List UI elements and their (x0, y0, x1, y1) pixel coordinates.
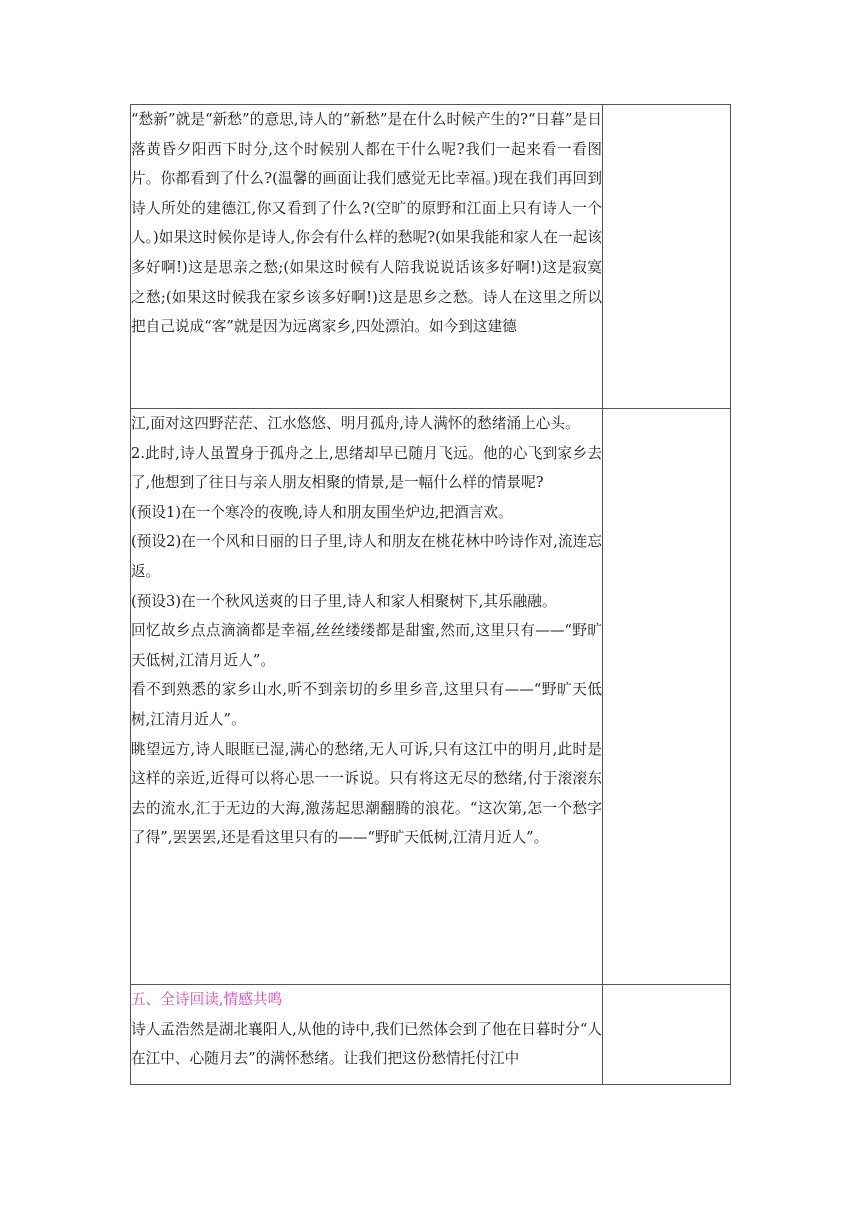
section-title: 五、全诗回读,情感共鸣 (131, 991, 283, 1008)
notes-cell (603, 409, 731, 985)
paragraph: 诗人孟浩然是湖北襄阳人,从他的诗中,我们已然体会到了他在日暮时分“人在江中、心随月去”的满怀愁绪。让我们把这份愁情托付江中 (131, 1020, 602, 1068)
table-row (131, 105, 731, 409)
paragraph: “愁新”就是“新愁”的意思,诗人的“新愁”是在什么时候产生的?“日暮”是日落黄昏夕阳西下时分,这个时候别人都在干什么呢?我们一起来看一看图片。你都看到了什么?(温馨的画面让我们感觉无比幸福。)现在我们再回到诗人所处的建德江,你又看到了什么?(空旷的原野和江面上只有诗人一个人。)如果这时候你是诗人,你会有什么样的愁呢?(如果我能和家人在一起该多好啊!)这是思亲之愁;(如果这时候有人陪我说说话该多好啊!)这是寂寞之愁;(如果这时候我在家乡该多好啊!)这是思乡之愁。诗人在这里之所以把自己说成“客”就是因为远离家乡,四处漂泊。如今到这建德 (131, 111, 602, 336)
content-cell (131, 985, 603, 1085)
paragraph: (预设3)在一个秋风送爽的日子里,诗人和家人相聚树下,其乐融融。 (131, 592, 557, 610)
lesson-plan-table (130, 104, 731, 1085)
table-row (131, 985, 731, 1085)
notes-cell (603, 985, 731, 1085)
paragraph: 回忆故乡点点滴滴都是幸福,丝丝缕缕都是甜蜜,然而,这里只有——“野旷天低树,江清月近人”。 (131, 622, 602, 669)
notes-cell (603, 105, 731, 409)
paragraph: 江,面对这四野茫茫、江水悠悠、明月孤舟,诗人满怀的愁绪涌上心头。 (131, 415, 580, 432)
paragraph: 眺望远方,诗人眼眶已湿,满心的愁绪,无人可诉,只有这江中的明月,此时是这样的亲近,近得可以将心思一一诉说。只有将这无尽的愁绪,付于滚滚东去的流水,汇于无边的大海,激荡起思潮翻腾的浪花。“这次第,怎一个愁字了得”,罢罢罢,还是看这里只有的——“野旷天低树,江清月近人”。 (131, 740, 602, 847)
content-cell (131, 409, 603, 985)
paragraph: (预设2)在一个风和日丽的日子里,诗人和朋友在桃花林中吟诗作对,流连忘返。 (131, 533, 602, 580)
paragraph: 看不到熟悉的家乡山水,听不到亲切的乡里乡音,这里只有——“野旷天低树,江清月近人”。 (131, 681, 602, 728)
paragraph: (预设1)在一个寒冷的夜晚,诗人和朋友围坐炉边,把酒言欢。 (131, 503, 513, 521)
table-row (131, 409, 731, 985)
content-cell (131, 105, 603, 409)
paragraph: 2.此时,诗人虽置身于孤舟之上,思绪却早已随月飞远。他的心飞到家乡去了,他想到了往日与亲人朋友相聚的情景,是一幅什么样的情景呢? (131, 444, 602, 492)
